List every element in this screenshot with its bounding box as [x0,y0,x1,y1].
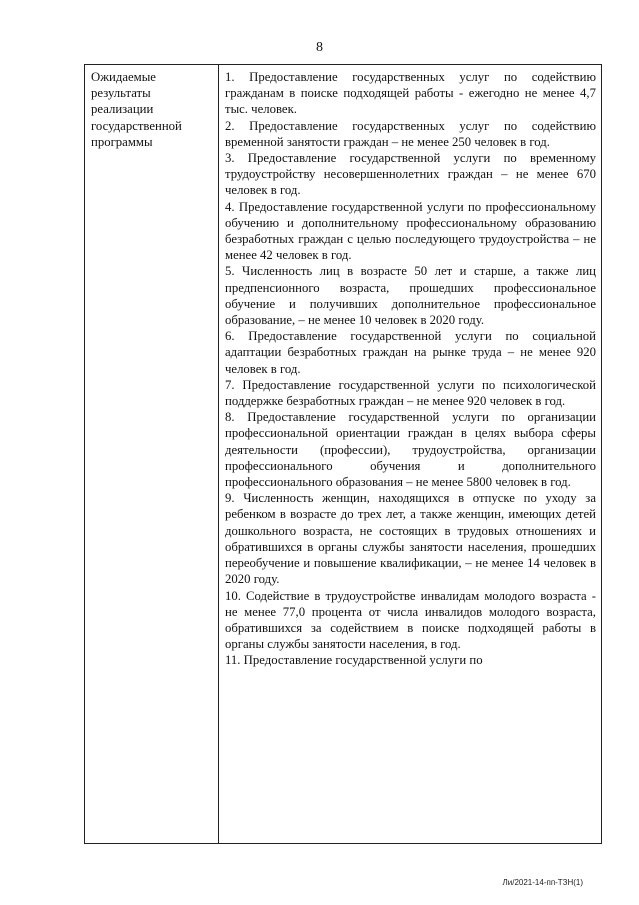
result-item-1: 1. Предоставление государственных услуг по содействию гражданам в поиске подходящей работы - ежегодно не менее 4,7 тыс. человек. [225,70,596,117]
result-item-9: 9. Численность женщин, находящихся в отпуске по уходу за ребенком в возрасте до трех лет, а также женщин, имеющих детей дошкольного возраста, не состоящих в трудовых отношениях и обратившихся в органы службы занятости населения, прошедших переобучение и повышение квалификации, – не менее 14 человек в 2020 году. [225,491,596,587]
result-item-11: 11. Предоставление государственной услуги по [225,653,483,668]
result-item-5: 5. Численность лиц в возрасте 50 лет и старше, а также лиц предпенсионного возраста, прошедших профессиональное обучение и получивших дополнительное профессиональное образование, – не менее 10 человек в 2020 году. [225,264,596,328]
row-label-cell [85,65,219,844]
page-number: 8 [316,40,323,55]
row-label: Ожидаемые результаты реализации государственной программы [91,70,182,149]
result-item-7: 7. Предоставление государственной услуги по психологической поддержке безработных граждан – не менее 920 человек в год. [225,377,596,409]
result-item-3: 3. Предоставление государственной услуги по временному трудоустройству несовершеннолетних граждан – не менее 670 человек в год. [225,151,596,198]
result-item-8: 8. Предоставление государственной услуги по организации профессиональной ориентации граждан в целях выбора сферы деятельности (профессии), трудоустройства, организации профессионального обучения и дополнительного профессионального образования – не менее 5800 человек в год. [225,410,596,490]
result-item-4: 4. Предоставление государственной услуги по профессиональному обучению и дополнительному профессиональному образованию безработных граждан с целью последующего трудоустройства – не менее 42 человек в год. [225,199,596,263]
result-item-6: 6. Предоставление государственной услуги по социальной адаптации безработных граждан на рынке труда – не менее 920 человек в год. [225,329,596,376]
program-results-table [84,64,602,844]
results-cell [219,65,602,844]
result-item-2: 2. Предоставление государственных услуг по содействию временной занятости граждан – не менее 250 человек в год. [225,118,596,149]
document-code: Ли/2021-14-пп-ТЗН(1) [502,878,583,887]
table-row [85,65,602,844]
result-item-10: 10. Содействие в трудоустройстве инвалидам молодого возраста - не менее 77,0 процента от числа инвалидов молодого возраста, обратившихся за содействием в поиске подходящей работы в органы службы занятости населения, в год. [225,588,596,652]
